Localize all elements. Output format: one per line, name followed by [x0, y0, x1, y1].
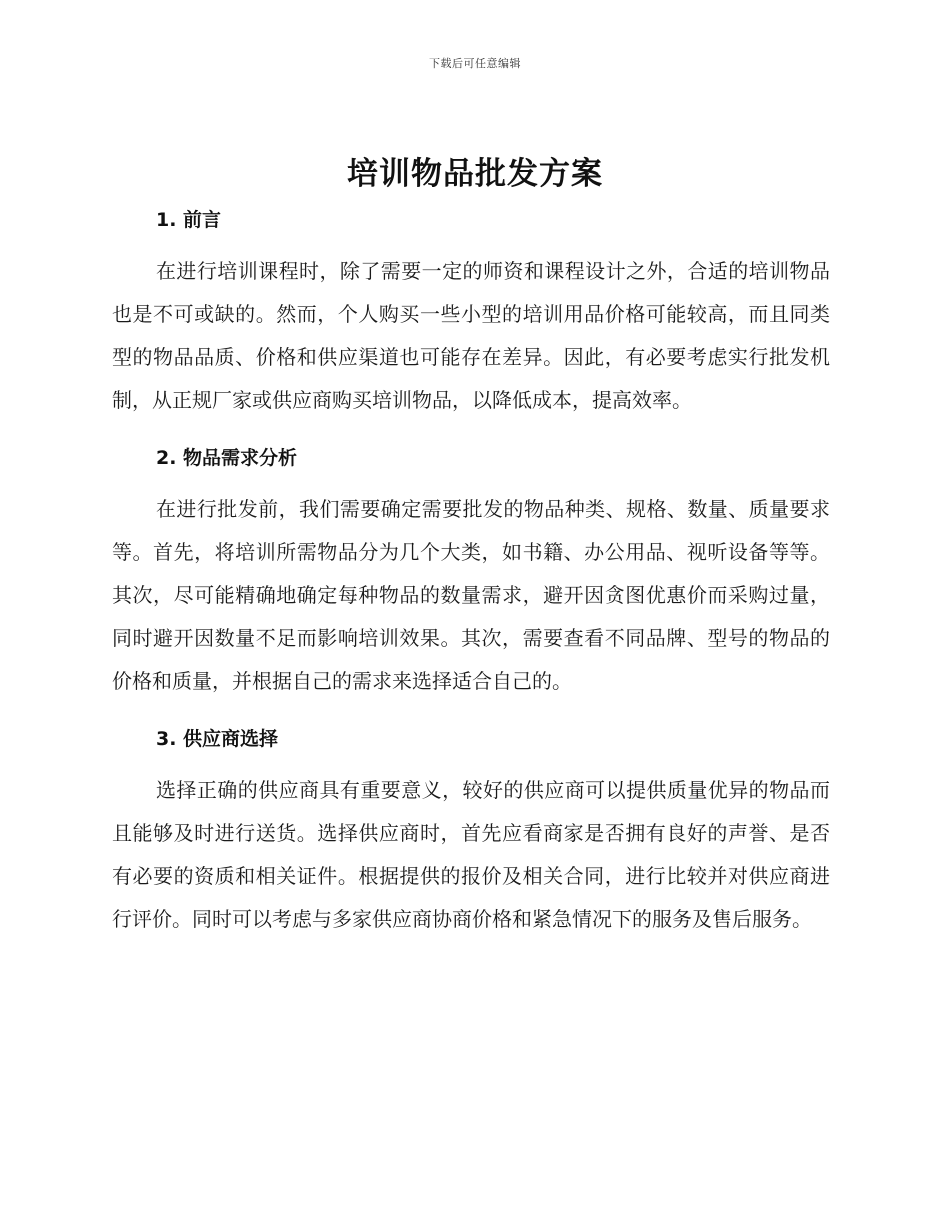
header-note: 下载后可任意编辑 — [429, 57, 521, 70]
section-paragraph: 在进行培训课程时，除了需要一定的师资和课程设计之外，合适的培训物品也是不可或缺的。然而，个人购买一些小型的培训用品价格可能较高，而且同类型的物品品质、价格和供应渠道也可能存在差异。因此，有必要考虑实行批发机制，从正规厂家或供应商购买培训物品，以降低成本，提高效率。 — [112, 259, 830, 412]
document-title: 培训物品批发方案 — [347, 156, 603, 192]
section-paragraph: 选择正确的供应商具有重要意义，较好的供应商可以提供质量优异的物品而且能够及时进行送货。选择供应商时，首先应看商家是否拥有良好的声誉、是否有必要的资质和相关证件。根据提供的报价及相关合同，进行比较并对供应商进行评价。同时可以考虑与多家供应商协商价格和紧急情况下的服务及售后服务。 — [112, 778, 830, 931]
section-heading: 1. 前言 — [156, 209, 222, 231]
section-paragraph: 在进行批发前，我们需要确定需要批发的物品种类、规格、数量、质量要求等。首先，将培训所需物品分为几个大类，如书籍、办公用品、视听设备等等。其次，尽可能精确地确定每种物品的数量需求，避开因贪图优惠价而采购过量，同时避开因数量不足而影响培训效果。其次，需要查看不同品牌、型号的物品的价格和质量，并根据自己的需求来选择适合自己的。 — [112, 497, 830, 693]
section-supplier-selection — [112, 719, 830, 941]
section-heading: 2. 物品需求分析 — [156, 447, 298, 469]
section-heading: 3. 供应商选择 — [156, 728, 279, 750]
document-content — [112, 200, 830, 957]
section-preface — [112, 200, 830, 422]
section-demand-analysis — [112, 438, 830, 703]
